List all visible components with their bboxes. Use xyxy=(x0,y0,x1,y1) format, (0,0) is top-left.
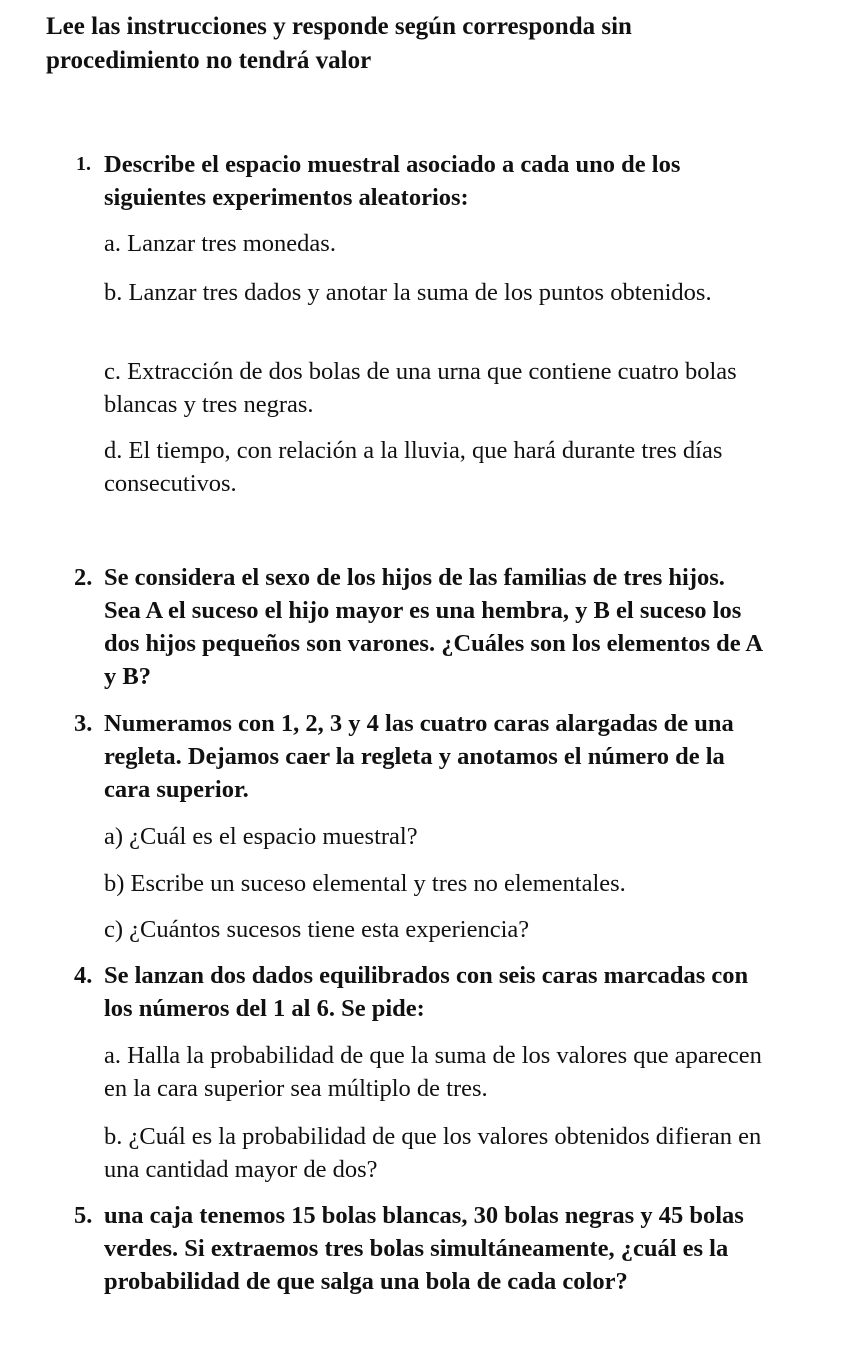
question-4-item-a: a. Halla la probabilidad de que la suma de los valores que aparecen en la cara superior sea múltiplo de tres. xyxy=(104,1042,762,1102)
instructions-heading: Lee las instrucciones y responde según corresponda sin procedimiento no tendrá valor xyxy=(46,13,632,74)
question-3 xyxy=(74,707,764,806)
question-1-text: Describe el espacio muestral asociado a cada uno de los siguientes experimentos aleatorios: xyxy=(104,151,681,211)
question-5 xyxy=(74,1199,764,1298)
question-5-number: 5. xyxy=(74,1202,93,1229)
question-3-number: 3. xyxy=(74,710,93,737)
question-3-item-a: a) ¿Cuál es el espacio muestral? xyxy=(104,823,418,850)
question-1-item-a: a. Lanzar tres monedas. xyxy=(104,230,336,257)
question-1-item-b: b. Lanzar tres dados y anotar la suma de los puntos obtenidos. xyxy=(104,279,712,306)
question-3-item-c: c) ¿Cuántos sucesos tiene esta experiencia? xyxy=(104,916,530,943)
question-2 xyxy=(74,561,764,693)
question-1 xyxy=(76,148,764,214)
question-1-item-d: d. El tiempo, con relación a la lluvia, que hará durante tres días consecutivos. xyxy=(104,437,723,497)
question-1-number: 1. xyxy=(76,153,91,175)
question-3-text: Numeramos con 1, 2, 3 y 4 las cuatro caras alargadas de una regleta. Dejamos caer la regleta y anotamos el número de la cara superior. xyxy=(104,710,734,803)
question-2-number: 2. xyxy=(74,564,93,591)
question-4-item-b: b. ¿Cuál es la probabilidad de que los valores obtenidos difieran en una cantidad mayor de dos? xyxy=(104,1123,762,1183)
question-2-text: Se considera el sexo de los hijos de las familias de tres hijos. Sea A el suceso el hijo mayor es una hembra, y B el suceso los dos hijos pequeños son varones. ¿Cuáles son los elementos de A y B? xyxy=(104,564,762,690)
question-4-number: 4. xyxy=(74,962,93,989)
question-4-text: Se lanzan dos dados equilibrados con seis caras marcadas con los números del 1 al 6. Se pide: xyxy=(104,962,749,1022)
question-4 xyxy=(74,959,764,1025)
question-1-item-c: c. Extracción de dos bolas de una urna que contiene cuatro bolas blancas y tres negras. xyxy=(104,358,737,418)
question-3-item-b: b) Escribe un suceso elemental y tres no elementales. xyxy=(104,870,626,897)
question-5-text: una caja tenemos 15 bolas blancas, 30 bolas negras y 45 bolas verdes. Si extraemos tres bolas simultáneamente, ¿cuál es la probabilidad de que salga una bola de cada color? xyxy=(104,1202,744,1295)
